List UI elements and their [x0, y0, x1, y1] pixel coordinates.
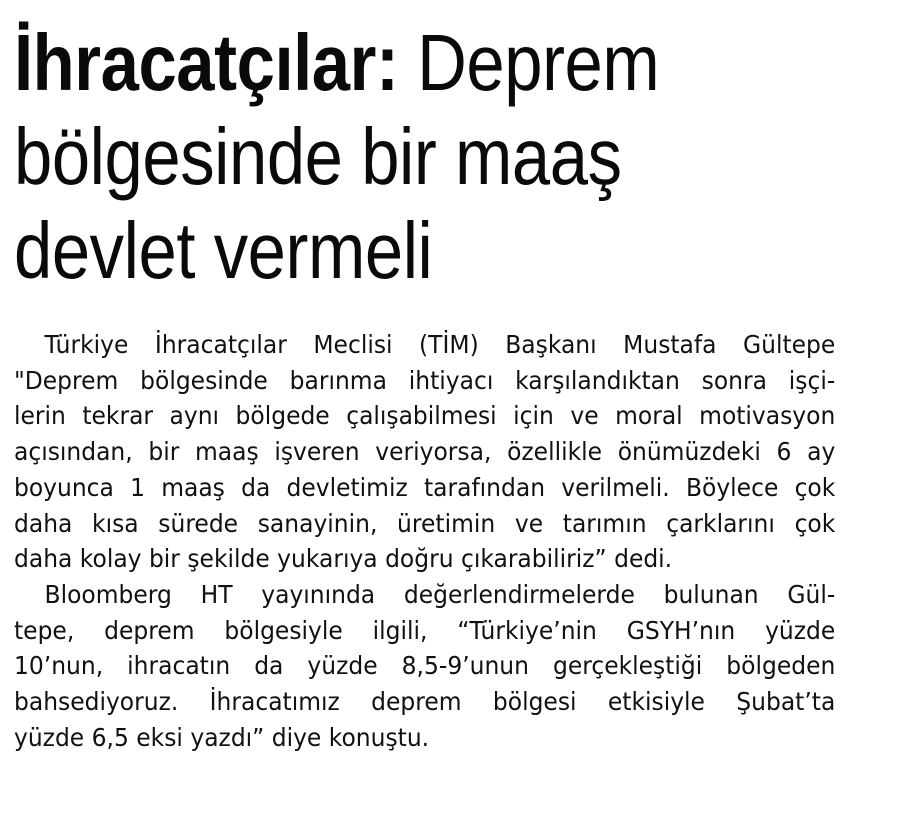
headline-kicker: İhracatçılar: [14, 18, 399, 107]
body-line: daha kısa sürede sanayinin, üretimin ve tarımın çarklarını çok [14, 508, 836, 538]
body-line: daha kolay bir şekilde yukarıya doğru çıkarabiliriz” dedi. [14, 544, 673, 574]
body-line: bahsediyoruz. İhracatımız deprem bölgesi etkisiyle Şubat’ta [14, 687, 836, 717]
body-line: boyunca 1 maaş da devletimiz tarafından verilmeli. Böylece çok [14, 472, 836, 502]
body-line: 10’nun, ihracatın da yüzde 8,5-9’unun gerçekleştiği bölgeden [14, 651, 836, 681]
article-body [14, 327, 835, 755]
headline-line-3: devlet vermeli [14, 206, 433, 295]
paragraph-1 [14, 327, 835, 577]
body-line: yüzde 6,5 eksi yazdı” diye konuştu. [14, 722, 430, 752]
headline-line-1 [14, 16, 788, 110]
body-line: Türkiye İhracatçılar Meclisi (TİM) Başkanı Mustafa Gültepe [44, 330, 836, 359]
paragraph-2 [14, 577, 835, 756]
body-line: Bloomberg HT yayınında değerlendirmelerde bulunan Gül- [44, 579, 836, 609]
headline [14, 16, 788, 298]
body-line: lerin tekrar aynı bölgede çalışabilmesi için ve moral motivasyon [14, 401, 836, 431]
body-line: açısından, bir maaş işveren veriyorsa, özellikle önümüzdeki 6 ay [14, 437, 836, 467]
headline-line-1-rest: Deprem [398, 18, 660, 107]
body-line: tepe, deprem bölgesiyle ilgili, “Türkiye’nin GSYH’nın yüzde [14, 615, 836, 645]
headline-line-2: bölgesinde bir maaş [14, 112, 622, 201]
body-line: "Deprem bölgesinde barınma ihtiyacı karşılandıktan sonra işçi- [14, 365, 836, 395]
